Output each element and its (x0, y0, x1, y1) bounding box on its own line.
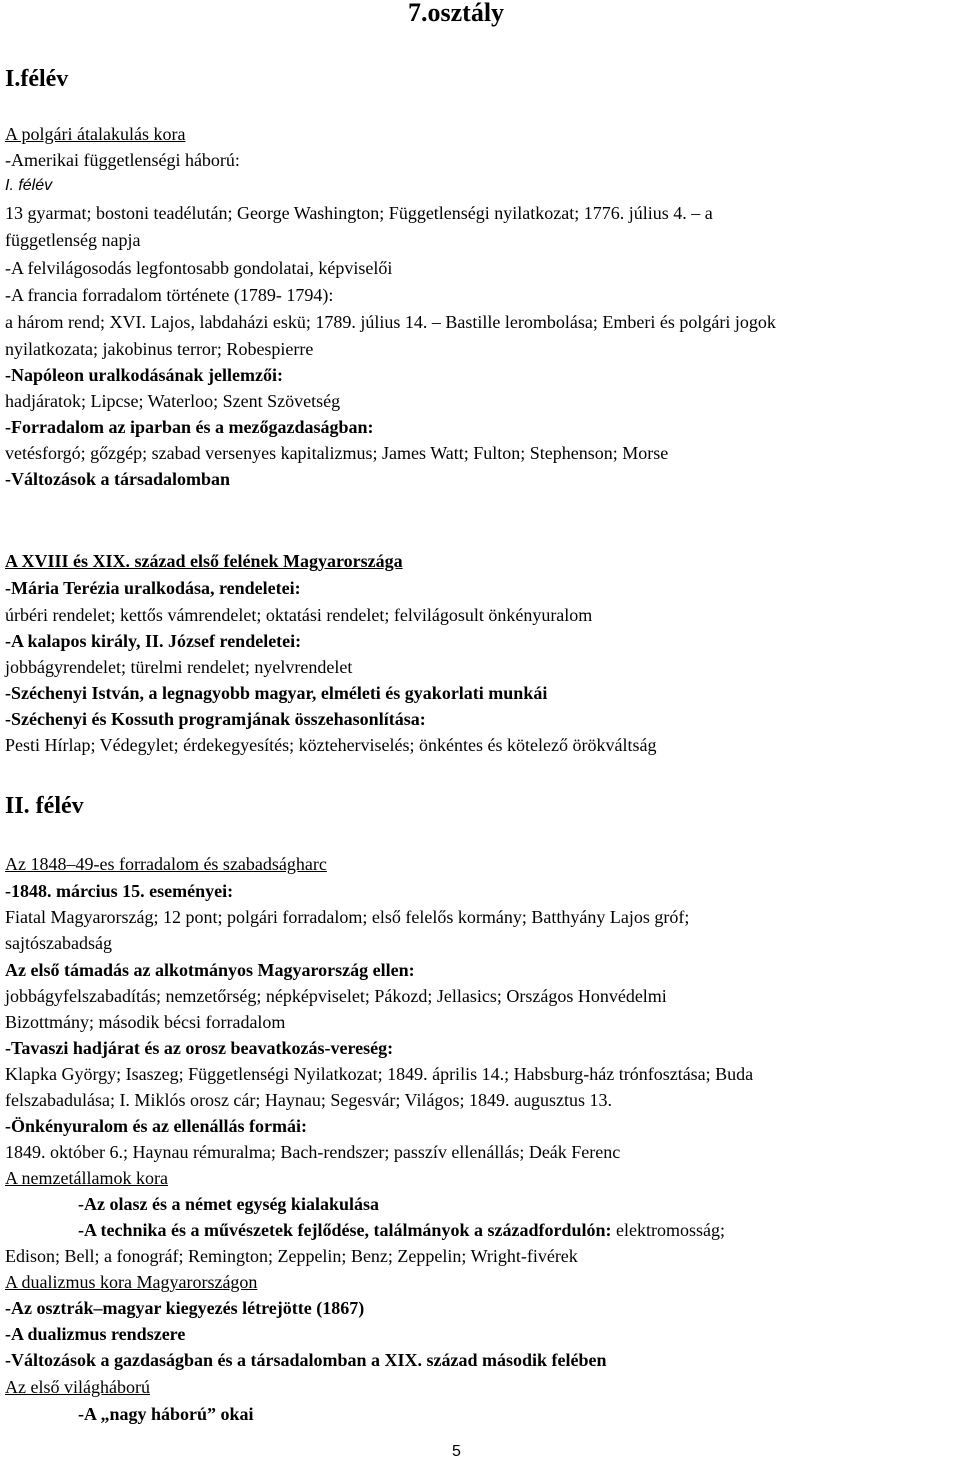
topic-tail: elektromosság; (611, 1220, 725, 1240)
content-line: 1849. október 6.; Haynau rémuralma; Bach-rendszer; passzív ellenállás; Deák Ferenc (5, 1142, 621, 1162)
content-line: sajtószabadság (5, 933, 112, 953)
topic-line: -Változások a társadalomban (5, 469, 231, 489)
section-title: Az 1848–49-es forradalom és szabadságharc (5, 854, 327, 874)
content-line: jobbágyfelszabadítás; nemzetőrség; népképviselet; Pákozd; Jellasics; Országos Honvédelmi (5, 986, 667, 1006)
content-line: Edison; Bell; a fonográf; Remington; Zeppelin; Benz; Zeppelin; Wright-fivérek (5, 1246, 578, 1266)
topic-line: -Önkényuralom és az ellenállás formái: (5, 1116, 307, 1136)
section-title: A polgári átalakulás kora (5, 124, 186, 144)
content-line: Pesti Hírlap; Védegylet; érdekegyesítés; közteherviselés; önkéntes és kötelező örökváltság (5, 735, 657, 755)
topic-line: Az első támadás az alkotmányos Magyarország ellen: (5, 960, 415, 980)
section-title: A nemzetállamok kora (5, 1168, 168, 1188)
section-title: A XVIII és XIX. század első felének Magyarországa (5, 551, 403, 571)
content-line: úrbéri rendelet; kettős vámrendelet; oktatási rendelet; felvilágosult önkényuralom (5, 605, 593, 625)
page-number: 5 (452, 1443, 461, 1460)
topic-line: -Széchenyi és Kossuth programjának összehasonlítása: (5, 709, 426, 729)
topic-line: -Amerikai függetlenségi háború: (5, 150, 240, 170)
topic-line: -A felvilágosodás legfontosabb gondolatai, képviselői (5, 258, 393, 278)
content-line: vetésforgó; gőzgép; szabad versenyes kapitalizmus; James Watt; Fulton; Stephenson; Morse (5, 443, 669, 463)
topic-line: -Változások a gazdaságban és a társadalomban a XIX. század második felében (5, 1350, 607, 1370)
topic-line: -Tavaszi hadjárat és az orosz beavatkozás-vereség: (5, 1038, 394, 1058)
content-line: a három rend; XVI. Lajos, labdaházi eskü; 1789. július 14. – Bastille lerombolása; Emberi és polgári jogok (5, 312, 776, 332)
topic-text: -A technika és a művészetek fejlődése, találmányok a századfordulón: (78, 1220, 612, 1240)
content-line: Klapka György; Isaszeg; Függetlenségi Nyilatkozat; 1849. április 14.; Habsburg-ház trónfosztása; Buda (5, 1064, 754, 1084)
section-title: A dualizmus kora Magyarországon (5, 1272, 258, 1292)
topic-line: -Széchenyi István, a legnagyobb magyar, elméleti és gyakorlati munkái (5, 683, 548, 703)
topic-line (78, 1219, 725, 1241)
content-line: hadjáratok; Lipcse; Waterloo; Szent Szövetség (5, 391, 341, 411)
topic-line: -1848. március 15. eseményei: (5, 881, 234, 901)
topic-line: -Forradalom az iparban és a mezőgazdaságban: (5, 417, 374, 437)
semester-note: I. félév (5, 177, 53, 194)
topic-line: -A dualizmus rendszere (5, 1324, 186, 1344)
content-line: jobbágyrendelet; türelmi rendelet; nyelvrendelet (5, 657, 353, 677)
semester1-heading: I.félév (5, 66, 69, 92)
topic-line: -Napóleon uralkodásának jellemzői: (5, 365, 284, 385)
topic-line: -Mária Terézia uralkodása, rendeletei: (5, 578, 301, 598)
content-line: felszabadulása; I. Miklós orosz cár; Haynau; Segesvár; Világos; 1849. augusztus 13. (5, 1090, 612, 1110)
content-line: Fiatal Magyarország; 12 pont; polgári forradalom; első felelős kormány; Batthyány Lajos gróf; (5, 907, 690, 927)
topic-line: -Az olasz és a német egység kialakulása (78, 1194, 379, 1214)
content-line: függetlenség napja (5, 230, 141, 250)
content-line: 13 gyarmat; bostoni teadélután; George Washington; Függetlenségi nyilatkozat; 1776. július 4. – a (5, 203, 713, 223)
topic-line: -A kalapos király, II. József rendeletei: (5, 631, 302, 651)
content-line: Bizottmány; második bécsi forradalom (5, 1012, 286, 1032)
topic-line: -Az osztrák–magyar kiegyezés létrejötte (1867) (5, 1298, 365, 1318)
topic-line: -A „nagy háború” okai (78, 1404, 254, 1424)
section-title: Az első világháború (5, 1377, 150, 1397)
topic-line: -A francia forradalom története (1789- 1794): (5, 285, 334, 305)
content-line: nyilatkozata; jakobinus terror; Robespierre (5, 339, 314, 359)
grade-title: 7.osztály (408, 0, 505, 27)
semester2-heading: II. félév (5, 793, 84, 819)
